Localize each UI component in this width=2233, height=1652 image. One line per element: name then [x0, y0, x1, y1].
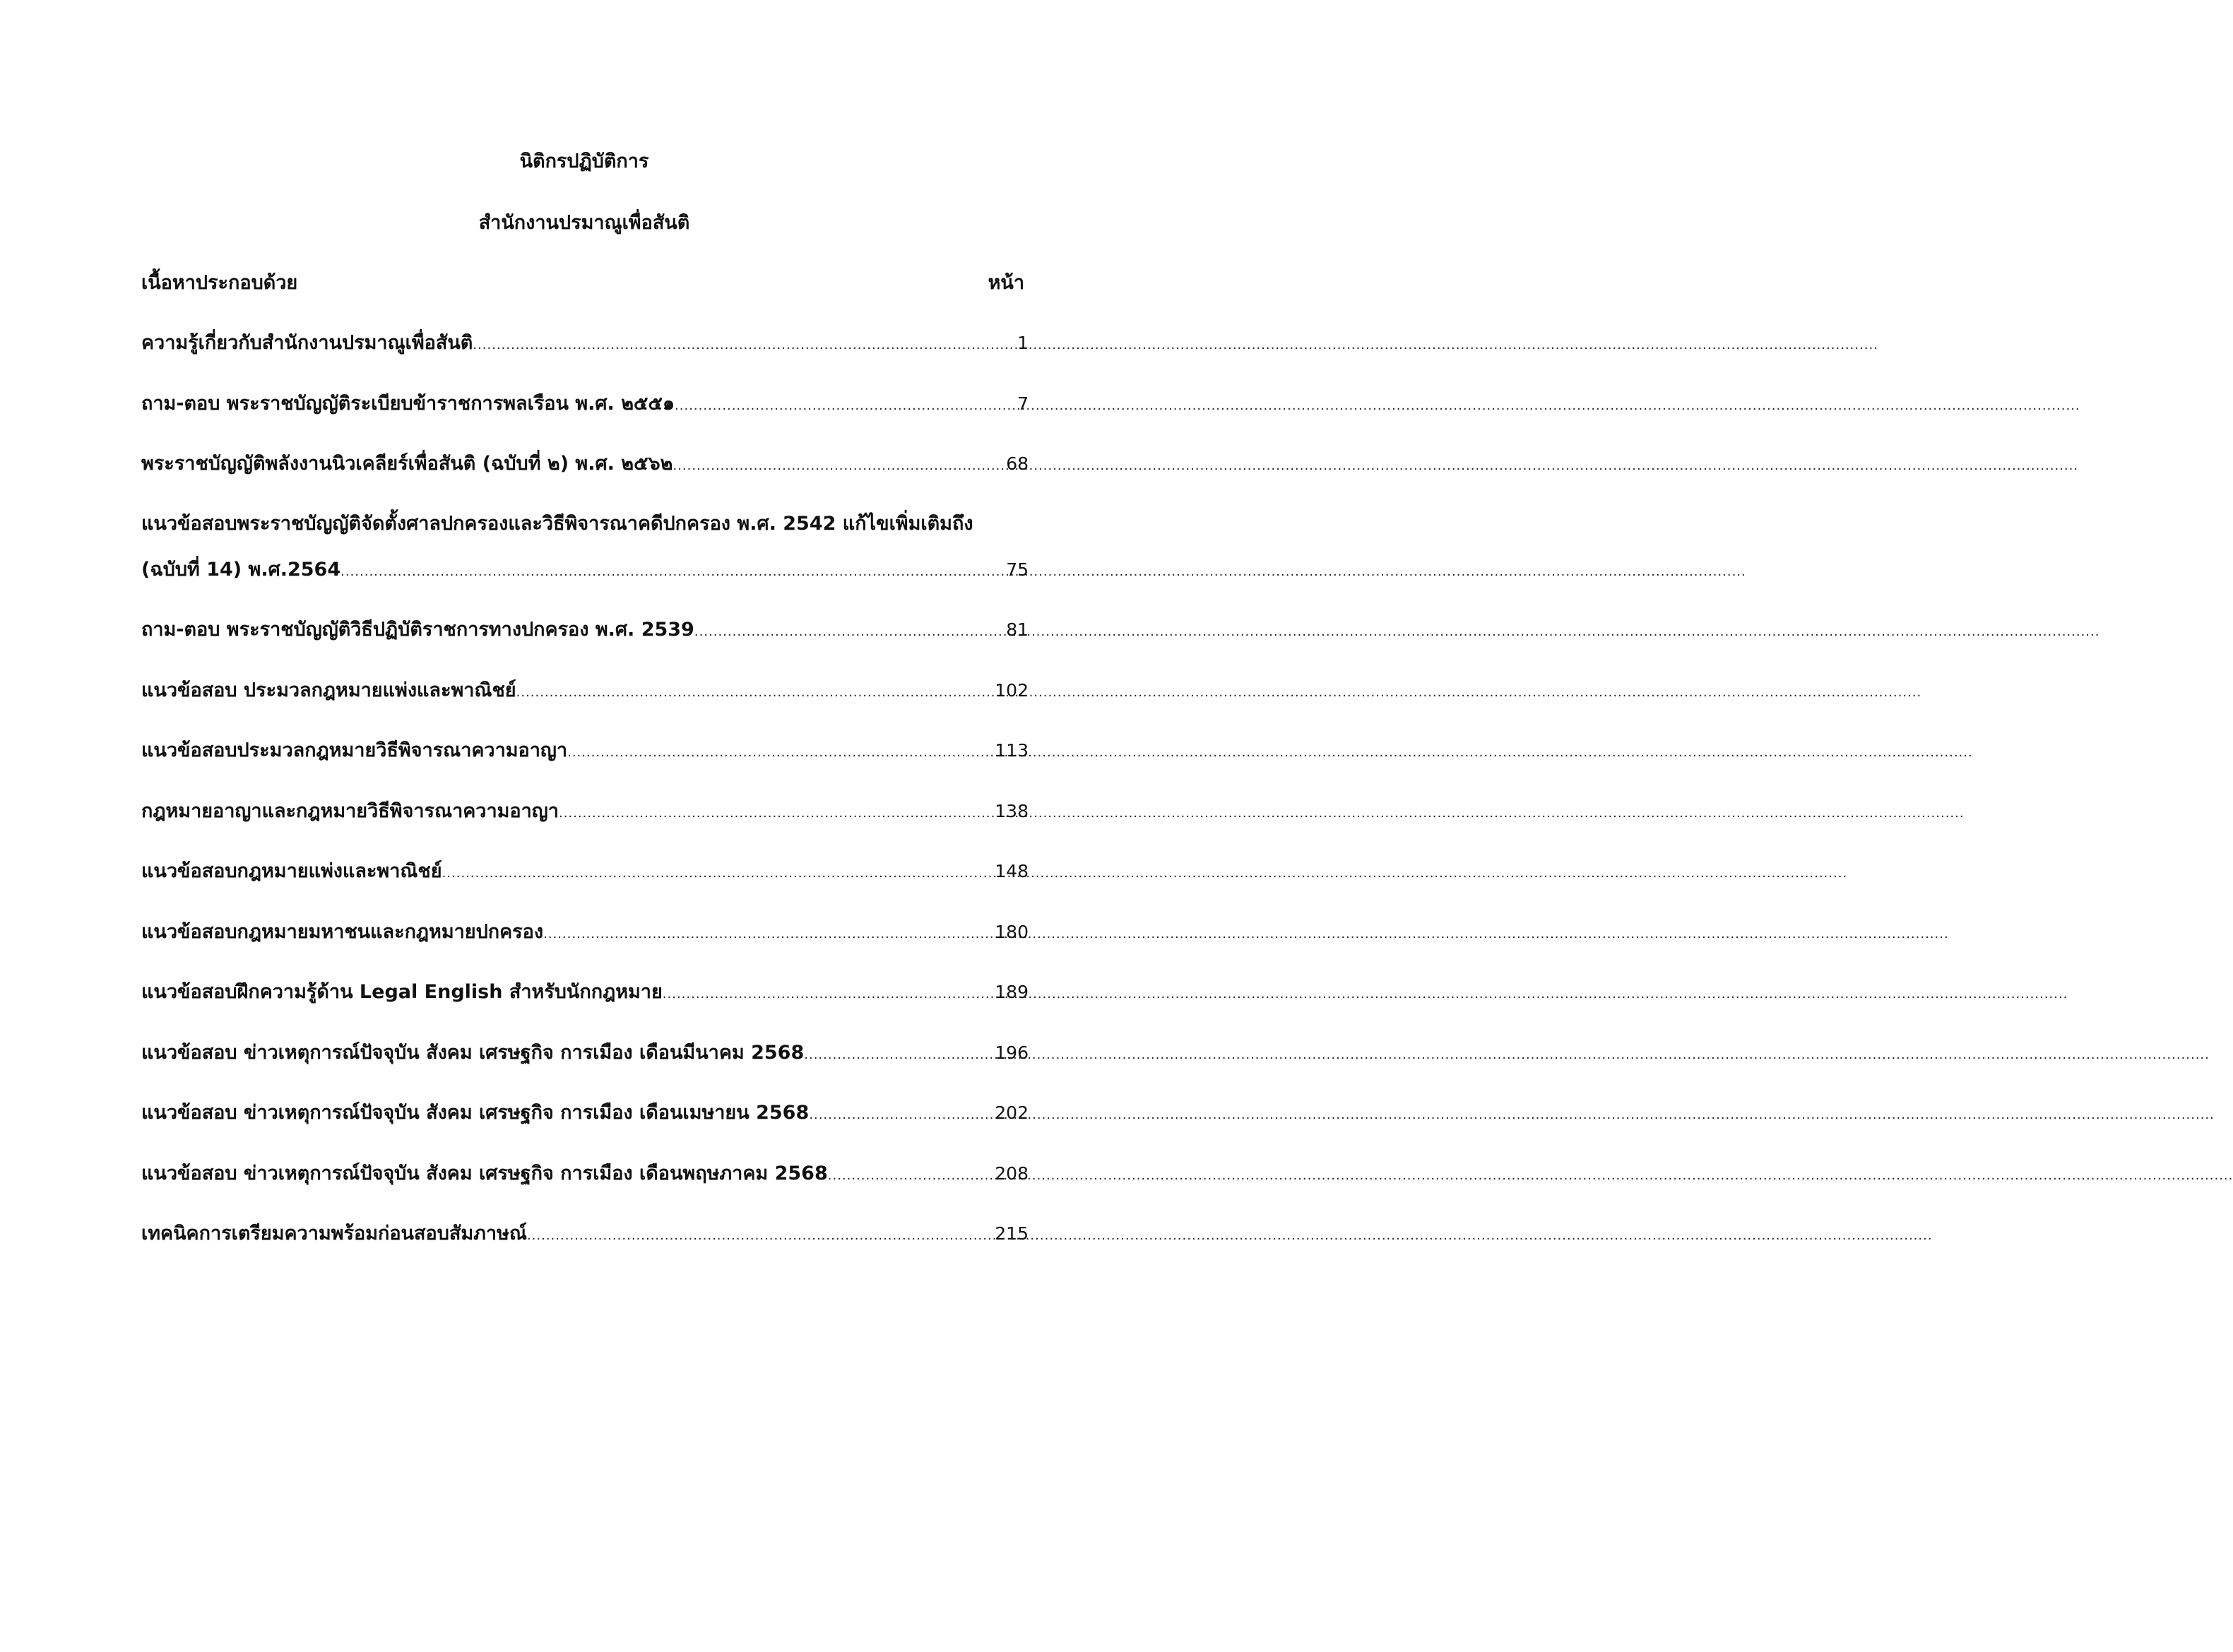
toc-entry[interactable]: [141, 857, 1029, 886]
toc-entry[interactable]: [141, 1039, 1029, 1067]
toc-entry-page: 202: [995, 1103, 1029, 1123]
dot-leader: [675, 392, 1017, 420]
toc-entry-page: 208: [995, 1163, 1029, 1184]
dot-leader: [527, 1222, 995, 1250]
dot-leader: [559, 800, 995, 828]
toc-entry[interactable]: [141, 1220, 1029, 1248]
toc-entry-title: แนวข้อสอบ ข่าวเหตุการณ์ปัจจุบัน สังคม เศรษฐกิจ การเมือง เดือนเมษายน 2568: [141, 1102, 810, 1124]
dot-leader: [828, 1162, 995, 1190]
toc-entry-page: 68: [1006, 453, 1029, 474]
toc-entry-page: 7: [1017, 393, 1029, 414]
dot-leader: [663, 980, 995, 1009]
dot-leader: [340, 558, 1006, 586]
toc-entry-title: แนวข้อสอบ ประมวลกฎหมายแพ่งและพาณิชย์: [141, 679, 516, 701]
contents-label: เนื้อหาประกอบด้วย: [141, 272, 298, 294]
toc-entry-title: แนวข้อสอบ ข่าวเหตุการณ์ปัจจุบัน สังคม เศรษฐกิจ การเมือง เดือนพฤษภาคม 2568: [141, 1163, 828, 1184]
toc-entry-title: แนวข้อสอบประมวลกฎหมายวิธีพิจารณาความอาญา: [141, 739, 568, 761]
toc-entry-page: 102: [995, 680, 1029, 701]
toc-entry-page: 180: [995, 922, 1029, 942]
toc-entry-page: 75: [1006, 559, 1029, 580]
toc-entry-title: ความรู้เกี่ยวกับสำนักงานปรมาณูเพื่อสันติ: [141, 332, 473, 354]
dot-leader: [809, 1101, 995, 1129]
dot-leader: [694, 618, 1006, 646]
toc-entry[interactable]: [141, 978, 1029, 1006]
toc-entry[interactable]: [141, 677, 1029, 705]
table-of-contents: [141, 0, 1029, 1652]
dot-leader: [673, 452, 1006, 480]
dot-leader: [473, 331, 1017, 359]
toc-entry-title-line1[interactable]: แนวข้อสอบพระราชบัญญัติจัดตั้งศาลปกครองและวิธีพิจารณาคดีปกครอง พ.ศ. 2542 แก้ไขเพิ่มเติมถึง: [141, 513, 973, 535]
toc-entry[interactable]: [141, 390, 1029, 418]
dot-leader: [442, 860, 995, 888]
toc-entry-title: แนวข้อสอบฝึกความรู้ด้าน Legal English สำหรับนักกฎหมาย: [141, 981, 663, 1003]
toc-entry[interactable]: [141, 1099, 1029, 1127]
dot-leader: [567, 739, 995, 767]
toc-entry-page: 189: [995, 982, 1029, 1002]
toc-entry[interactable]: [141, 556, 1029, 584]
toc-entry-title: เทคนิคการเตรียมความพร้อมก่อนสอบสัมภาษณ์: [141, 1223, 527, 1244]
toc-entry-title: แนวข้อสอบกฎหมายมหาชนและกฎหมายปกครอง: [141, 921, 544, 943]
toc-entry[interactable]: [141, 918, 1029, 946]
toc-entry-page: 81: [1006, 619, 1029, 640]
toc-entry[interactable]: [141, 329, 1029, 357]
dot-leader: [516, 679, 995, 707]
page-column-label: หน้า: [988, 272, 1024, 294]
document-title: นิติกรปฏิบัติการ: [519, 150, 649, 172]
toc-entry-page: 138: [995, 801, 1029, 821]
toc-entry-title: แนวข้อสอบกฎหมายแพ่งและพาณิชย์: [141, 860, 442, 882]
toc-entry[interactable]: [141, 797, 1029, 826]
toc-entry-title: กฎหมายอาญาและกฎหมายวิธีพิจารณาความอาญา: [141, 800, 559, 822]
toc-entry-title: ถาม-ตอบ พระราชบัญญัติวิธีปฏิบัติราชการทางปกครอง พ.ศ. 2539: [141, 619, 694, 641]
dot-leader: [543, 920, 995, 949]
toc-entry-page: 215: [995, 1223, 1029, 1244]
toc-entry[interactable]: [141, 1160, 1029, 1188]
document-subtitle: สำนักงานปรมาณูเพื่อสันติ: [478, 212, 690, 234]
toc-entry[interactable]: [141, 450, 1029, 478]
toc-entry-title: แนวข้อสอบ ข่าวเหตุการณ์ปัจจุบัน สังคม เศรษฐกิจ การเมือง เดือนมีนาคม 2568: [141, 1042, 805, 1064]
toc-entry-page: 113: [995, 740, 1029, 761]
toc-entry-page: 1: [1017, 333, 1029, 353]
toc-entry-title: (ฉบับที่ 14) พ.ศ.2564: [141, 559, 341, 581]
toc-entry[interactable]: [141, 737, 1029, 765]
toc-entry-title: ถาม-ตอบ พระราชบัญญัติระเบียบข้าราชการพลเรือน พ.ศ. ๒๕๕๑: [141, 393, 675, 415]
toc-entry-page: 148: [995, 861, 1029, 881]
toc-entry-page: 196: [995, 1042, 1029, 1063]
dot-leader: [804, 1041, 995, 1069]
toc-entry-title: พระราชบัญญัติพลังงานนิวเคลียร์เพื่อสันติ (ฉบับที่ ๒) พ.ศ. ๒๕๖๒: [141, 453, 673, 475]
toc-entry[interactable]: [141, 616, 1029, 644]
